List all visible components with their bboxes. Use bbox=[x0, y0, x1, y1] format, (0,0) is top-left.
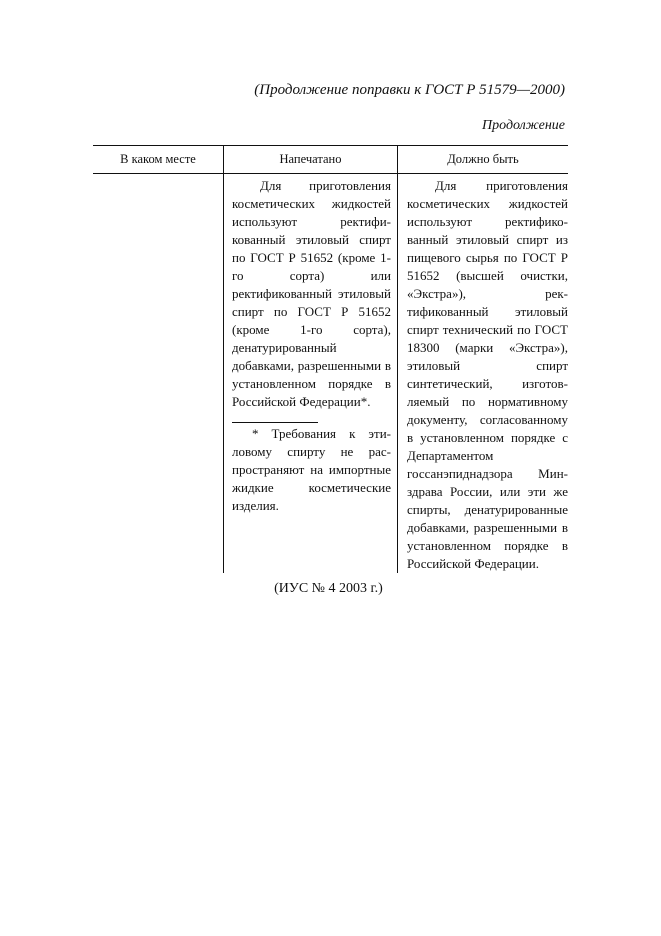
printed-text: Для приготовления косметических жидкостей используют ректификованный этиловый спирт по ГОСТ Р 51652 (кроме 1-го сорта) или ректификованный этиловый спирт по ГОСТ Р 51652 (кроме 1-го сорта), денатурированный добавками, разрешенными в установленном порядке в Российской Федерации*. bbox=[232, 178, 391, 409]
cell-should-be bbox=[398, 174, 569, 574]
footnote-separator bbox=[232, 422, 318, 423]
document-header-title: (Продолжение поправки к ГОСТ Р 51579—2000) bbox=[254, 82, 565, 98]
cell-place bbox=[93, 174, 224, 574]
continuation-label: Продолжение bbox=[482, 118, 565, 133]
source-note bbox=[0, 581, 661, 597]
column-header-place: В каком месте bbox=[93, 146, 224, 174]
column-header-should-be: Должно быть bbox=[398, 146, 569, 174]
source-note-text: (ИУС № 4 2003 г.) bbox=[274, 581, 383, 596]
column-header-printed: Напечатано bbox=[224, 146, 398, 174]
table-row bbox=[93, 174, 568, 574]
should-be-text: Для приготовления косметических жидкостей используют ректификованный этиловый спирт из пищевого сырья по ГОСТ Р 51652 (высшей очистки, «Экстра»), ректификованный этиловый спирт технический по ГОСТ 18300 (марки «Экстра»), этиловый спирт синтетический, изготовляемый по нормативному документу, согласованному в установленном порядке с Департаментом госсанэпиднадзора Минздрава России, или эти же спирты, денатурированные добавками, разрешенными в установленном порядке в Российской Федерации. bbox=[407, 178, 568, 571]
footnote-text: * Требования к этиловому спирту не распространяют на импортные жидкие косметические изделия. bbox=[232, 426, 391, 513]
table-header-row bbox=[93, 146, 568, 174]
cell-printed bbox=[224, 174, 398, 574]
correction-table bbox=[93, 145, 568, 573]
